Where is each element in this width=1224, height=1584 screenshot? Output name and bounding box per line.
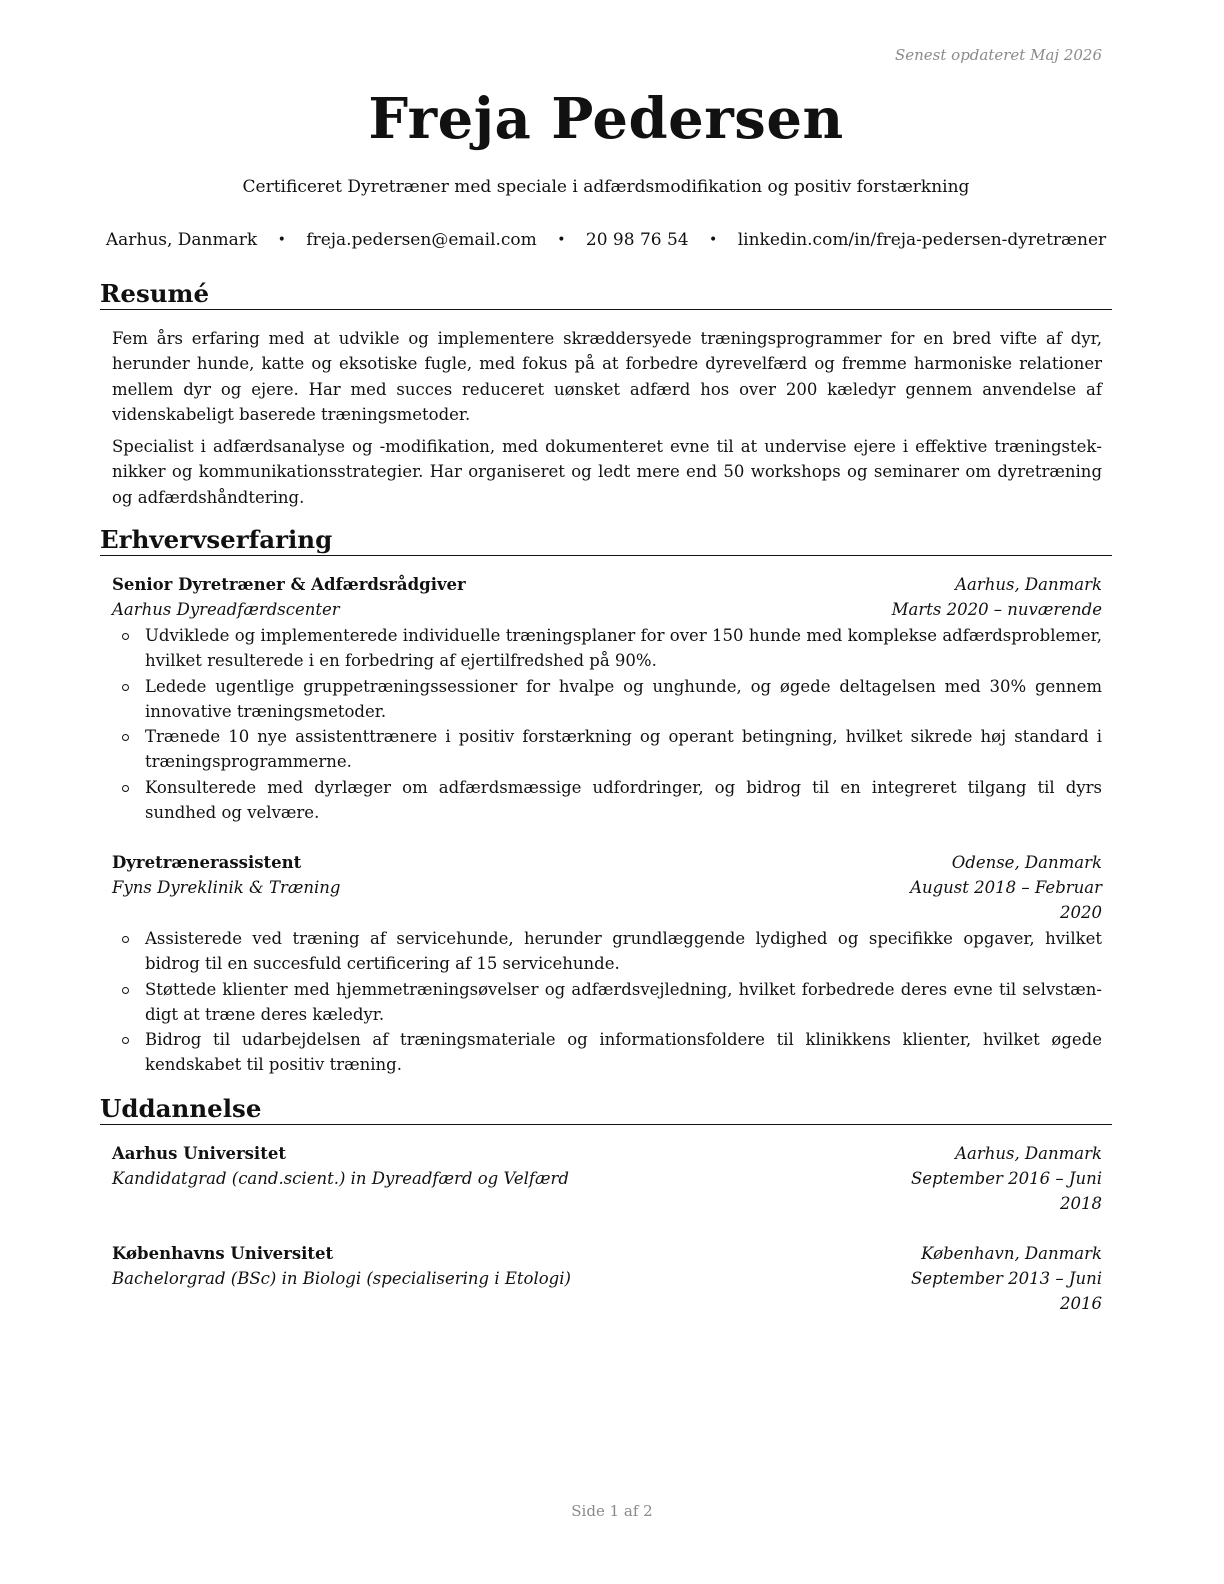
contact-linkedin[interactable]: linkedin.com/in/freja-pedersen-dyretræner bbox=[737, 230, 1107, 250]
list-item: Trænede 10 nye assistenttrænere i positiv forstærkning og operant betingning, hvilket sikrede høj standard i træningsprogrammerne. bbox=[112, 724, 1102, 775]
school-dates: September 2016 – Juni 2018 bbox=[910, 1169, 1102, 1214]
job-dates: August 2018 – Februar 2020 bbox=[910, 878, 1102, 923]
list-item: Støttede klienter med hjemmetræningsøvelser og adfærdsvejledning, hvilket forbedrede deres evne til selvstændigt at træne deres kæledyr. bbox=[112, 977, 1102, 1028]
job-bullets bbox=[112, 623, 1102, 825]
resume-page bbox=[100, 0, 1112, 1584]
tagline: Certificeret Dyretræner med speciale i adfærdsmodifikation og positiv forstærkning bbox=[242, 177, 970, 197]
list-item: Ledede ugentlige gruppetræningssessioner for hvalpe og unghunde, og øgede deltagelsen med 30% gennem innovative træningsmetoder. bbox=[112, 674, 1102, 725]
job-location: Odense, Danmark bbox=[951, 853, 1102, 872]
job-title: Senior Dyretræner & Adfærdsrådgiver bbox=[112, 575, 466, 594]
bullet-separator-icon: • bbox=[709, 232, 718, 248]
list-item: Assisterede ved træning af servicehunde, herunder grundlæggende lydighed og specifikke opgaver, hvilket bidrog til en succesfuld certificering af 15 servicehunde. bbox=[112, 926, 1102, 977]
circle-bullet-icon bbox=[122, 785, 129, 792]
circle-bullet-icon bbox=[122, 633, 129, 640]
job-location: Aarhus, Danmark bbox=[955, 575, 1102, 594]
page-number: Side 1 af 2 bbox=[571, 1502, 653, 1520]
school-name: Københavns Universitet bbox=[112, 1244, 334, 1263]
circle-bullet-icon bbox=[122, 1037, 129, 1044]
job-title: Dyretrænerassistent bbox=[112, 853, 302, 872]
summary-paragraph: Fem års erfaring med at udvikle og implementere skræddersyede træningsprogrammer for en bred vifte af dyr, herunder hunde, katte og eksotiske fugle, med fokus på at forbedre dyrevelfærd og fremme harmoniske relationer mellem dyr og ejere. Har med succes reduceret uønsket adfærd hos over 200 kæledyr gennem anvendelse af videnskabeligt baserede træningsmetoder. bbox=[112, 329, 1102, 424]
school-degree: Bachelorgrad (BSc) in Biologi (specialisering i Etologi) bbox=[112, 1269, 571, 1288]
circle-bullet-icon bbox=[122, 684, 129, 691]
job-company: Fyns Dyreklinik & Træning bbox=[112, 878, 341, 897]
school-degree: Kandidatgrad (cand.scient.) in Dyreadfærd og Velfærd bbox=[112, 1169, 569, 1188]
school-location: København, Danmark bbox=[921, 1244, 1102, 1263]
contact-line bbox=[100, 229, 1112, 251]
section-heading-experience: Erhvervserfaring bbox=[100, 526, 1112, 556]
candidate-name: Freja Pedersen bbox=[368, 86, 844, 152]
summary-paragraph: Specialist i adfærdsanalyse og -modifikation, med dokumenteret evne til at undervise ejere i effektive træningsteknikker og kommunikationsstrategier. Har organiseret og ledt mere end 50 workshops og seminarer om dyretræning og adfærdshåndtering. bbox=[112, 437, 1102, 507]
school-location: Aarhus, Danmark bbox=[955, 1144, 1102, 1163]
school-dates: September 2013 – Juni 2016 bbox=[910, 1269, 1102, 1314]
circle-bullet-icon bbox=[122, 734, 129, 741]
contact-phone: 20 98 76 54 bbox=[585, 230, 689, 250]
job-bullets bbox=[112, 926, 1102, 1078]
job-dates: Marts 2020 – nuværende bbox=[891, 600, 1102, 619]
job-company: Aarhus Dyreadfærdscenter bbox=[112, 600, 340, 619]
list-item: Konsulterede med dyrlæger om adfærdsmæssige udfordringer, og bidrog til en integreret tilgang til dyrs sundhed og velvære. bbox=[112, 775, 1102, 826]
section-heading-education: Uddannelse bbox=[100, 1095, 1112, 1125]
contact-email[interactable]: freja.pedersen@email.com bbox=[306, 230, 537, 250]
last-updated: Senest opdateret Maj 2026 bbox=[894, 46, 1102, 64]
bullet-separator-icon: • bbox=[277, 232, 286, 248]
circle-bullet-icon bbox=[122, 987, 129, 994]
school-name: Aarhus Universitet bbox=[112, 1144, 286, 1163]
section-heading-summary: Resumé bbox=[100, 280, 1112, 310]
list-item: Udviklede og implementerede individuelle træningsplaner for over 150 hunde med komplekse adfærdsproblemer, hvilket resulterede i en forbedring af ejertilfredshed på 90%. bbox=[112, 623, 1102, 674]
bullet-separator-icon: • bbox=[557, 232, 566, 248]
list-item: Bidrog til udarbejdelsen af træningsmateriale og informationsfoldere til klinikkens klienter, hvilket øgede kendskabet til positiv træning. bbox=[112, 1027, 1102, 1078]
circle-bullet-icon bbox=[122, 936, 129, 943]
contact-location: Aarhus, Danmark bbox=[105, 230, 258, 250]
